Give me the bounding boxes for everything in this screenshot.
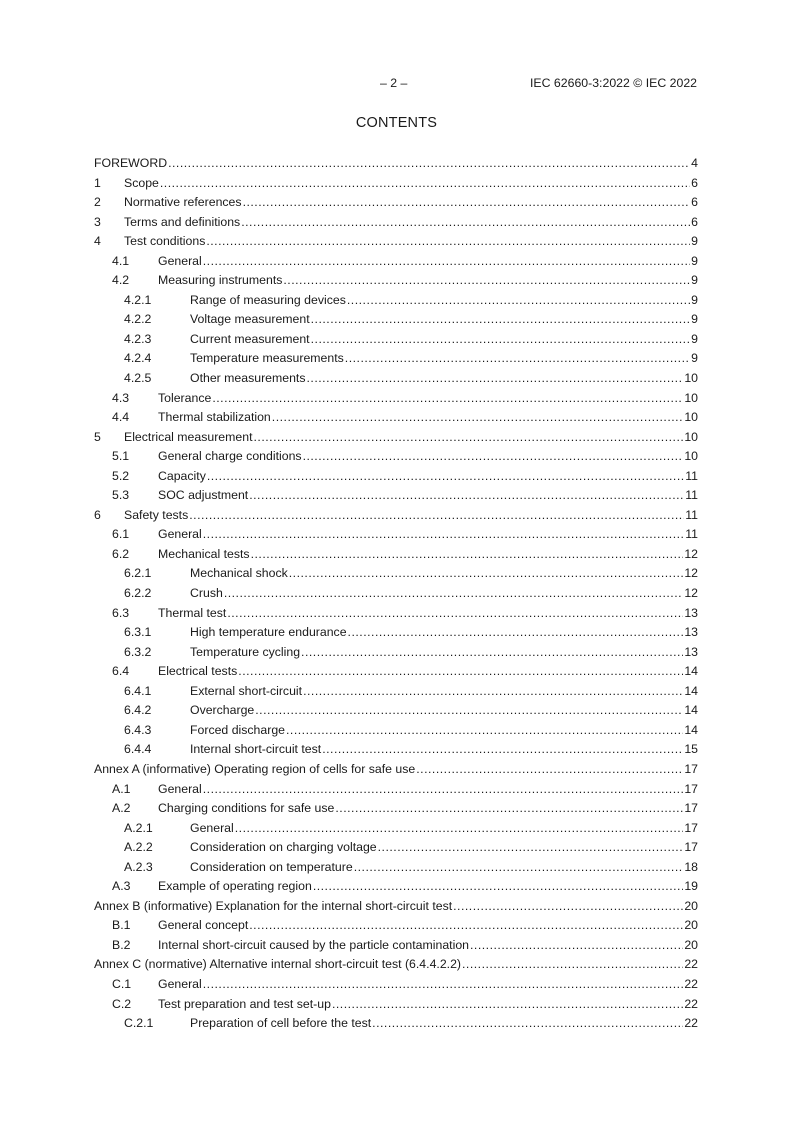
contents-title: CONTENTS xyxy=(355,115,438,131)
toc-entry-page: 14 xyxy=(684,722,698,737)
toc-entry[interactable] xyxy=(94,860,698,880)
toc-entry-number: A.2.1 xyxy=(124,820,153,835)
toc-entry-title: FOREWORD xyxy=(94,156,168,170)
toc-leader-dots xyxy=(335,801,683,815)
toc-leader-dots xyxy=(283,273,690,287)
toc-leader-dots xyxy=(354,860,684,874)
toc-entry[interactable] xyxy=(94,684,698,704)
toc-entry-title: High temperature endurance xyxy=(190,625,347,640)
toc-entry[interactable] xyxy=(94,215,698,235)
toc-entry[interactable] xyxy=(94,391,698,411)
toc-leader-dots xyxy=(249,488,684,502)
table-of-contents xyxy=(94,156,698,1036)
toc-entry-title: Voltage measurement xyxy=(190,312,310,327)
toc-entry[interactable] xyxy=(94,840,698,860)
toc-leader-dots xyxy=(203,254,690,268)
toc-entry-title: SOC adjustment xyxy=(158,488,249,503)
toc-leader-dots xyxy=(160,176,690,190)
toc-entry[interactable] xyxy=(94,762,698,782)
toc-entry-number: 6.2.1 xyxy=(124,566,152,581)
toc-entry-number: 4.2 xyxy=(112,273,130,288)
toc-entry-page: 13 xyxy=(684,625,698,640)
toc-leader-dots xyxy=(311,332,691,346)
toc-leader-dots xyxy=(235,821,684,835)
toc-entry-number: 6.4.1 xyxy=(124,683,152,698)
toc-entry[interactable] xyxy=(94,293,698,313)
toc-entry-number: 5.3 xyxy=(112,488,130,503)
toc-entry-page: 11 xyxy=(685,468,698,483)
toc-entry-title: Internal short-circuit caused by the particle contamination xyxy=(158,937,469,952)
toc-entry[interactable] xyxy=(94,527,698,547)
toc-entry[interactable] xyxy=(94,586,698,606)
toc-entry-page: 17 xyxy=(684,801,698,816)
toc-entry-page: 6 xyxy=(691,175,698,190)
toc-entry-number: 6.1 xyxy=(112,527,130,542)
toc-leader-dots xyxy=(207,469,684,483)
toc-entry-number: A.2.3 xyxy=(124,859,153,874)
toc-entry-number: C.2.1 xyxy=(124,1016,154,1031)
toc-leader-dots xyxy=(203,527,684,541)
toc-entry-number: 4.2.2 xyxy=(124,312,152,327)
toc-entry[interactable] xyxy=(94,625,698,645)
toc-entry-page: 13 xyxy=(684,644,698,659)
toc-entry-page: 22 xyxy=(684,957,698,972)
toc-entry-title: General concept xyxy=(158,918,249,933)
toc-entry-page: 22 xyxy=(684,1016,698,1031)
toc-entry-number: 4.1 xyxy=(112,253,130,268)
toc-entry[interactable] xyxy=(94,332,698,352)
toc-entry-number: B.1 xyxy=(112,918,131,933)
toc-entry[interactable] xyxy=(94,879,698,899)
toc-entry-number: 4 xyxy=(94,234,101,249)
toc-entry-title: Capacity xyxy=(158,468,206,483)
page-number: – 2 – xyxy=(380,76,408,90)
toc-entry-title: Example of operating region xyxy=(158,879,312,894)
toc-entry-page: 15 xyxy=(684,742,698,757)
toc-entry-title: Consideration on temperature xyxy=(190,859,353,874)
toc-entry[interactable] xyxy=(94,566,698,586)
toc-entry-page: 9 xyxy=(691,292,698,307)
toc-entry-number: 3 xyxy=(94,214,101,229)
toc-entry-number: 4.3 xyxy=(112,390,130,405)
toc-leader-dots xyxy=(348,625,684,639)
toc-leader-dots xyxy=(253,430,683,444)
toc-entry[interactable] xyxy=(94,195,698,215)
toc-entry-title: Preparation of cell before the test xyxy=(190,1016,372,1031)
toc-leader-dots xyxy=(372,1016,683,1030)
toc-entry-title: Electrical tests xyxy=(158,664,238,679)
toc-entry-page: 9 xyxy=(691,273,698,288)
toc-leader-dots xyxy=(212,391,683,405)
toc-entry-page: 17 xyxy=(684,820,698,835)
toc-entry-page: 20 xyxy=(684,937,698,952)
toc-entry-page: 17 xyxy=(684,761,698,776)
toc-entry-page: 18 xyxy=(684,859,698,874)
toc-entry-page: 22 xyxy=(684,976,698,991)
toc-entry-title: Mechanical shock xyxy=(190,566,288,581)
toc-entry[interactable] xyxy=(94,488,698,508)
toc-leader-dots xyxy=(307,371,684,385)
toc-leader-dots xyxy=(241,215,690,229)
toc-entry-page: 17 xyxy=(684,781,698,796)
toc-leader-dots xyxy=(303,684,683,698)
toc-entry-title: Thermal stabilization xyxy=(158,410,271,425)
toc-entry-page: 10 xyxy=(684,371,698,386)
toc-entry-number: A.3 xyxy=(112,879,131,894)
toc-entry-title: General xyxy=(190,820,234,835)
toc-entry[interactable] xyxy=(94,508,698,528)
toc-leader-dots xyxy=(332,997,683,1011)
toc-leader-dots xyxy=(378,840,684,854)
toc-entry-number: 4.2.5 xyxy=(124,371,152,386)
toc-entry-title: General charge conditions xyxy=(158,449,302,464)
toc-entry-number: A.2.2 xyxy=(124,840,153,855)
toc-entry-number: 5 xyxy=(94,429,101,444)
toc-entry-title: Internal short-circuit test xyxy=(190,742,322,757)
toc-entry[interactable] xyxy=(94,703,698,723)
toc-entry-title: Annex C (normative) Alternative internal short-circuit test (6.4.4.2.2) xyxy=(94,957,462,972)
toc-entry-title: Charging conditions for safe use xyxy=(158,801,335,816)
toc-leader-dots xyxy=(462,957,683,971)
toc-entry-title: General xyxy=(158,976,202,991)
toc-entry-title: Consideration on charging voltage xyxy=(190,840,377,855)
toc-entry[interactable] xyxy=(94,547,698,567)
toc-leader-dots xyxy=(203,977,684,991)
toc-entry-number: 6.4.3 xyxy=(124,722,152,737)
toc-entry-page: 17 xyxy=(684,840,698,855)
toc-entry[interactable] xyxy=(94,782,698,802)
toc-leader-dots xyxy=(289,566,684,580)
toc-entry-number: 6.4 xyxy=(112,664,130,679)
toc-entry[interactable] xyxy=(94,723,698,743)
toc-leader-dots xyxy=(286,723,683,737)
toc-entry-page: 10 xyxy=(684,449,698,464)
toc-entry-title: Range of measuring devices xyxy=(190,292,346,307)
toc-entry-page: 6 xyxy=(691,214,698,229)
toc-leader-dots xyxy=(345,351,690,365)
toc-entry-page: 10 xyxy=(684,410,698,425)
toc-entry-number: C.2 xyxy=(112,996,132,1011)
toc-leader-dots xyxy=(313,879,684,893)
toc-entry-title: Tolerance xyxy=(158,390,212,405)
toc-entry-page: 10 xyxy=(684,429,698,444)
toc-entry-number: 6.3.2 xyxy=(124,644,152,659)
toc-entry-page: 19 xyxy=(684,879,698,894)
toc-entry-title: Forced discharge xyxy=(190,722,286,737)
toc-entry[interactable] xyxy=(94,176,698,196)
toc-entry-title: Overcharge xyxy=(190,703,255,718)
toc-entry-number: 5.1 xyxy=(112,449,130,464)
toc-entry-page: 9 xyxy=(691,234,698,249)
toc-leader-dots xyxy=(416,762,683,776)
toc-leader-dots xyxy=(251,547,684,561)
toc-entry-title: Annex A (informative) Operating region of cells for safe use xyxy=(94,761,416,776)
toc-entry[interactable] xyxy=(94,899,698,919)
toc-entry-page: 11 xyxy=(685,507,698,522)
toc-entry[interactable] xyxy=(94,312,698,332)
toc-entry-page: 9 xyxy=(691,351,698,366)
toc-leader-dots xyxy=(227,606,683,620)
toc-entry-page: 13 xyxy=(684,605,698,620)
toc-entry-number: 6.3.1 xyxy=(124,625,152,640)
toc-entry-title: Thermal test xyxy=(158,605,227,620)
toc-entry[interactable] xyxy=(94,371,698,391)
toc-entry-number: A.1 xyxy=(112,781,131,796)
toc-entry-page: 14 xyxy=(684,703,698,718)
toc-entry-page: 10 xyxy=(684,390,698,405)
toc-leader-dots xyxy=(470,938,683,952)
toc-leader-dots xyxy=(189,508,684,522)
toc-leader-dots xyxy=(238,664,683,678)
toc-leader-dots xyxy=(311,312,691,326)
toc-entry-title: Annex B (informative) Explanation for the internal short-circuit test xyxy=(94,898,453,913)
toc-entry-title: Normative references xyxy=(124,195,242,210)
toc-leader-dots xyxy=(224,586,684,600)
toc-entry-page: 12 xyxy=(684,586,698,601)
toc-entry-title: Test conditions xyxy=(124,234,206,249)
toc-entry[interactable] xyxy=(94,801,698,821)
toc-entry[interactable] xyxy=(94,606,698,626)
toc-entry-page: 20 xyxy=(684,898,698,913)
toc-entry-page: 9 xyxy=(691,331,698,346)
toc-entry-title: Mechanical tests xyxy=(158,546,250,561)
toc-entry-page: 6 xyxy=(691,195,698,210)
toc-entry-title: Temperature cycling xyxy=(190,644,301,659)
toc-leader-dots xyxy=(168,156,690,170)
toc-leader-dots xyxy=(249,918,683,932)
toc-entry[interactable] xyxy=(94,410,698,430)
toc-entry-page: 4 xyxy=(691,156,698,170)
toc-entry-title: General xyxy=(158,781,202,796)
toc-entry-page: 12 xyxy=(684,566,698,581)
toc-leader-dots xyxy=(203,782,684,796)
toc-leader-dots xyxy=(243,195,691,209)
toc-entry-title: General xyxy=(158,527,202,542)
toc-entry-number: 1 xyxy=(94,175,101,190)
toc-entry[interactable] xyxy=(94,273,698,293)
toc-entry-page: 14 xyxy=(684,664,698,679)
toc-entry-title: Current measurement xyxy=(190,331,310,346)
toc-entry-title: Electrical measurement xyxy=(124,429,253,444)
toc-entry-title: Measuring instruments xyxy=(158,273,283,288)
toc-entry-number: 4.2.1 xyxy=(124,292,152,307)
toc-entry-page: 20 xyxy=(684,918,698,933)
toc-entry[interactable] xyxy=(94,977,698,997)
toc-entry-title: Scope xyxy=(124,175,159,190)
toc-leader-dots xyxy=(322,742,683,756)
toc-entry[interactable] xyxy=(94,254,698,274)
toc-entry-number: 6.2 xyxy=(112,546,130,561)
toc-entry[interactable] xyxy=(94,234,698,254)
toc-leader-dots xyxy=(206,234,690,248)
toc-entry-title: Test preparation and test set-up xyxy=(158,996,331,1011)
toc-entry[interactable] xyxy=(94,957,698,977)
toc-entry-number: B.2 xyxy=(112,937,131,952)
toc-entry[interactable] xyxy=(94,742,698,762)
toc-entry-page: 22 xyxy=(684,996,698,1011)
toc-leader-dots xyxy=(453,899,683,913)
toc-entry-number: A.2 xyxy=(112,801,131,816)
toc-entry-page: 9 xyxy=(691,312,698,327)
toc-entry-number: 6.4.4 xyxy=(124,742,152,757)
toc-entry[interactable] xyxy=(94,645,698,665)
toc-entry-title: General xyxy=(158,253,202,268)
toc-entry-number: C.1 xyxy=(112,976,132,991)
toc-entry[interactable] xyxy=(94,1016,698,1036)
toc-entry-number: 4.2.3 xyxy=(124,331,152,346)
toc-entry[interactable] xyxy=(94,918,698,938)
toc-entry-number: 4.2.4 xyxy=(124,351,152,366)
toc-entry-number: 5.2 xyxy=(112,468,130,483)
toc-entry-number: 6.3 xyxy=(112,605,130,620)
toc-entry-page: 11 xyxy=(685,527,698,542)
toc-entry-page: 14 xyxy=(684,683,698,698)
toc-entry[interactable] xyxy=(94,664,698,684)
toc-entry-page: 12 xyxy=(684,546,698,561)
toc-entry-number: 6.2.2 xyxy=(124,586,152,601)
toc-entry[interactable] xyxy=(94,469,698,489)
toc-entry-number: 2 xyxy=(94,195,101,210)
toc-entry-number: 4.4 xyxy=(112,410,130,425)
toc-entry-title: Other measurements xyxy=(190,371,306,386)
toc-entry-number: 6.4.2 xyxy=(124,703,152,718)
toc-entry-page: 11 xyxy=(685,488,698,503)
toc-entry[interactable] xyxy=(94,997,698,1017)
toc-entry[interactable] xyxy=(94,938,698,958)
toc-entry[interactable] xyxy=(94,821,698,841)
toc-entry-title: Temperature measurements xyxy=(190,351,344,366)
toc-leader-dots xyxy=(303,449,684,463)
toc-entry[interactable] xyxy=(94,430,698,450)
toc-leader-dots xyxy=(255,703,683,717)
toc-entry-page: 9 xyxy=(691,253,698,268)
toc-leader-dots xyxy=(301,645,683,659)
toc-entry-number: 6 xyxy=(94,507,101,522)
toc-entry[interactable] xyxy=(94,351,698,371)
toc-entry-title: Crush xyxy=(190,586,223,601)
toc-entry-title: Terms and definitions xyxy=(124,214,241,229)
toc-leader-dots xyxy=(272,410,684,424)
toc-entry-title: Safety tests xyxy=(124,507,189,522)
toc-entry[interactable] xyxy=(94,449,698,469)
standard-reference: IEC 62660-3:2022 © IEC 2022 xyxy=(530,76,697,90)
toc-entry[interactable] xyxy=(94,156,698,176)
toc-leader-dots xyxy=(347,293,690,307)
toc-entry-title: External short-circuit xyxy=(190,683,303,698)
